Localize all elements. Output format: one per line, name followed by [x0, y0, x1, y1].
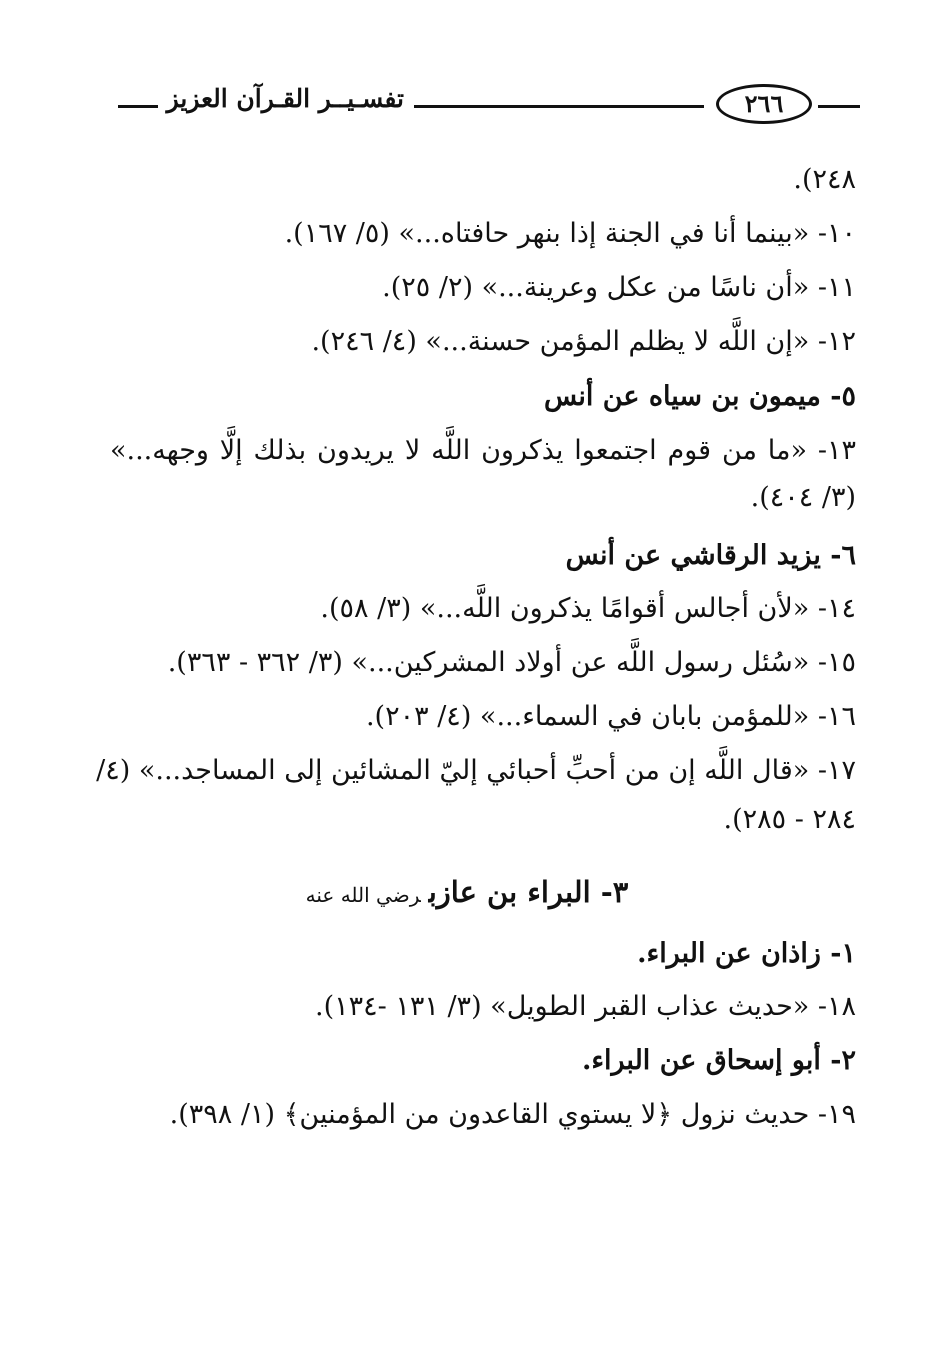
header-rule-left	[118, 105, 158, 108]
narrator-heading-6: ٦- يزيد الرقاشي عن أنس	[565, 540, 856, 571]
running-title: تفسـيــر القـرآن العزيز	[166, 84, 404, 113]
hadith-entry-16: ١٦- «للمؤمن بابان في السماء...» (٤/ ٢٠٣).	[365, 701, 856, 732]
section-heading-text: ٣- البراء بن عازب	[428, 875, 629, 909]
hadith-entry-15: ١٥- «سُئل رسول اللَّه عن أولاد المشركين...» (٣/ ٣٦٢ - ٣٦٣).	[167, 647, 856, 678]
hadith-entry-13: ١٣- «ما من قوم اجتمعوا يذكرون اللَّه لا يريدون بذلك إلَّا وجهه...»	[110, 435, 856, 466]
section-heading	[0, 872, 934, 915]
hadith-entry-14: ١٤- «لأن أجالس أقوامًا يذكرون اللَّه...» (٣/ ٥٨).	[320, 593, 856, 624]
hadith-entry-18: ١٨- «حديث عذاب القبر الطويل» (٣/ ١٣١ -١٣٤).	[314, 991, 856, 1022]
header-rule-middle	[414, 105, 704, 108]
narrator-heading-2: ٢- أبو إسحاق عن البراء.	[581, 1045, 856, 1076]
hadith-entry-11: ١١- «أن ناسًا من عكل وعرينة...» (٢/ ٢٥).	[382, 272, 856, 303]
honorific-ligature: رضي الله عنه	[305, 883, 421, 907]
hadith-entry-12: ١٢- «إن اللَّه لا يظلم المؤمن حسنة...» (٤/ ٢٤٦).	[311, 326, 856, 357]
continuation-line: ٢٤٨).	[793, 164, 856, 195]
hadith-entry-10: ١٠- «بينما أنا في الجنة إذا بنهر حافتاه...» (٥/ ١٦٧).	[284, 218, 856, 249]
hadith-entry-13-continuation: (٣/ ٤٠٤).	[750, 482, 856, 513]
hadith-entry-17: ١٧- «قال اللَّه إن من أحبِّ أحبائي إليّ المشائين إلى المساجد...» (٤/	[96, 755, 856, 786]
narrator-heading-1: ١- زاذان عن البراء.	[637, 938, 856, 969]
page-number: ٢٦٦	[716, 84, 812, 124]
narrator-heading-5: ٥- ميمون بن سياه عن أنس	[543, 381, 856, 412]
hadith-entry-17-continuation: ٢٨٤ - ٢٨٥).	[723, 804, 856, 835]
header-rule-right	[818, 105, 860, 108]
page-header	[110, 78, 860, 134]
hadith-entry-19: ١٩- حديث نزول ﴿لا يستوي القاعدون من المؤمنين﴾ (١/ ٣٩٨).	[169, 1099, 856, 1130]
